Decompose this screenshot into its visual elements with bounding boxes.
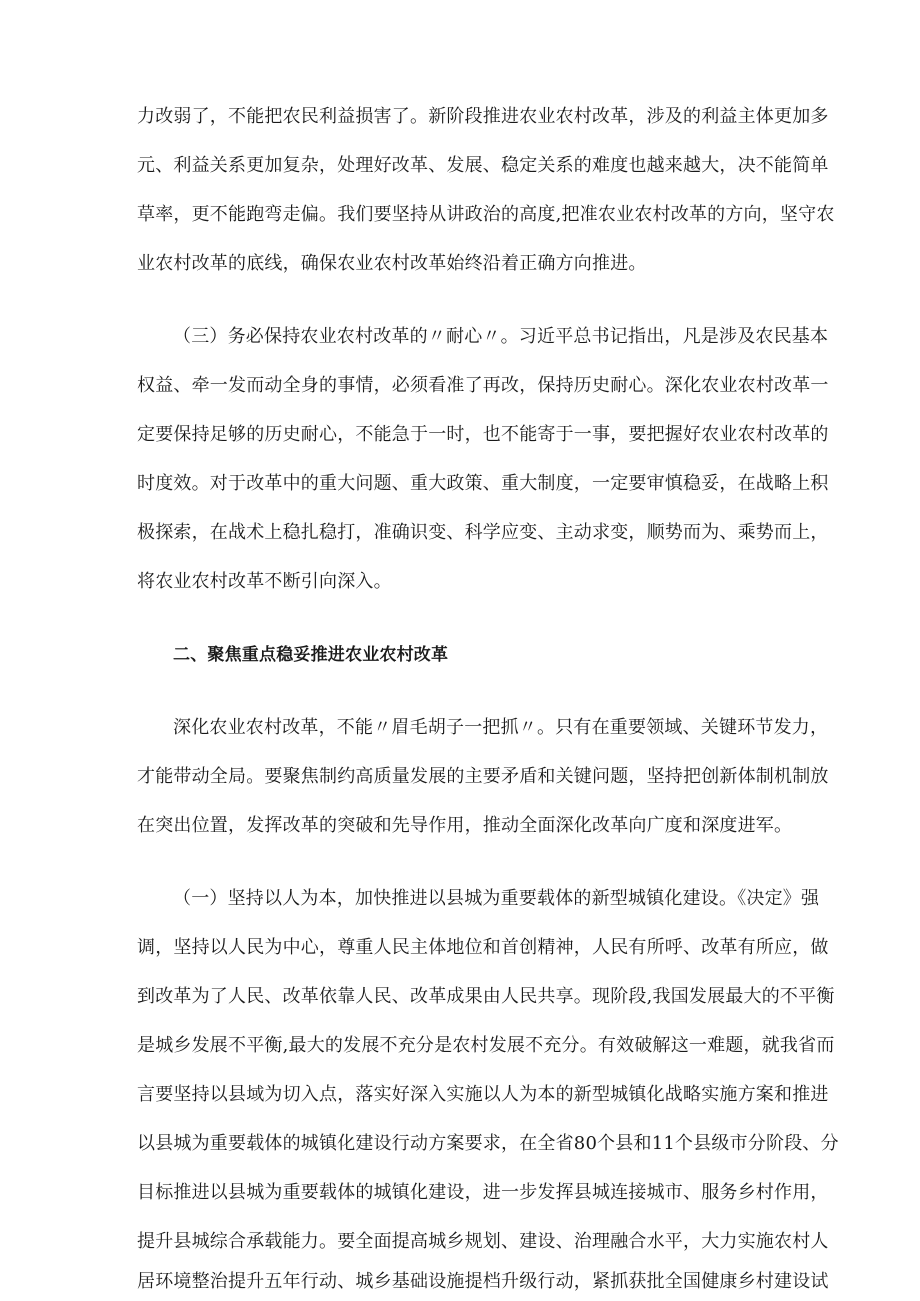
text-line: （一）坚持以人为本，加快推进以县城为重要载体的新型城镇化建设。《决定》强 bbox=[173, 888, 820, 909]
text-line: 才能带动全局。要聚焦制约高质量发展的主要矛盾和关键问题，坚持把创新体制机制放 bbox=[137, 766, 829, 787]
text-line: 草率，更不能跑弯走偏。我们要坚持从讲政治的高度,把准农业农村改革的方向，坚守农 bbox=[137, 204, 835, 225]
text-line: 到改革为了人民、改革依靠人民、改革成果由人民共享。现阶段,我国发展最大的不平衡 bbox=[137, 986, 835, 1007]
text-line: 业农村改革的底线，确保农业农村改革始终沿着正确方向推进。 bbox=[137, 253, 647, 274]
text-line: 提升县城综合承载能力。要全面提高城乡规划、建设、治理融合水平，大力实施农村人 bbox=[137, 1231, 829, 1252]
text-line: 时度效。对于改革中的重大问题、重大政策、重大制度，一定要审慎稳妥，在战略上积 bbox=[137, 473, 829, 494]
text-line: 目标推进以县城为重要载体的城镇化建设，进一步发挥县城连接城市、服务乡村作用， bbox=[137, 1182, 829, 1203]
text-line: 极探索，在战术上稳扎稳打，准确识变、科学应变、主动求变，顺势而为、乘势而上， bbox=[137, 522, 829, 543]
text-line: 居环境整治提升五年行动、城乡基础设施提档升级行动，紧抓获批全国健康乡村建设试 bbox=[137, 1271, 829, 1292]
text-line: 定要保持足够的历史耐心，不能急于一时，也不能寄于一事，要把握好农业农村改革的 bbox=[137, 424, 829, 445]
text-line: 权益、牵一发而动全身的事情，必须看准了再改，保持历史耐心。深化农业农村改革一 bbox=[137, 375, 829, 396]
text-line: 元、利益关系更加复杂，处理好改革、发展、稳定关系的难度也越来越大，决不能简单 bbox=[137, 155, 829, 176]
text-line: （三）务必保持农业农村改革的〃耐心〃。习近平总书记指出，凡是涉及农民基本 bbox=[173, 326, 829, 347]
text-line: 将农业农村改革不断引向深入。 bbox=[137, 571, 392, 592]
text-line: 言要坚持以县域为切入点，落实好深入实施以人为本的新型城镇化战略实施方案和推进 bbox=[137, 1084, 829, 1105]
text-line: 力改弱了，不能把农民利益损害了。新阶段推进农业农村改革，涉及的利益主体更加多 bbox=[137, 106, 829, 127]
text-line: 深化农业农村改革，不能〃眉毛胡子一把抓〃。只有在重要领域、关键环节发力， bbox=[173, 717, 829, 738]
text-line: 在突出位置，发挥改革的突破和先导作用，推动全面深化改革向广度和深度进军。 bbox=[137, 815, 793, 836]
text-line: 以县城为重要载体的城镇化建设行动方案要求，在全省80个县和11个县级市分阶段、分 bbox=[137, 1133, 839, 1154]
text-line: 调，坚持以人民为中心，尊重人民主体地位和首创精神，人民有所呼、改革有所应，做 bbox=[137, 937, 829, 958]
text-line: 是城乡发展不平衡,最大的发展不充分是农村发展不充分。有效破解这一难题，就我省而 bbox=[137, 1035, 835, 1056]
section-heading: 二、聚焦重点稳妥推进农业农村改革 bbox=[173, 645, 449, 665]
